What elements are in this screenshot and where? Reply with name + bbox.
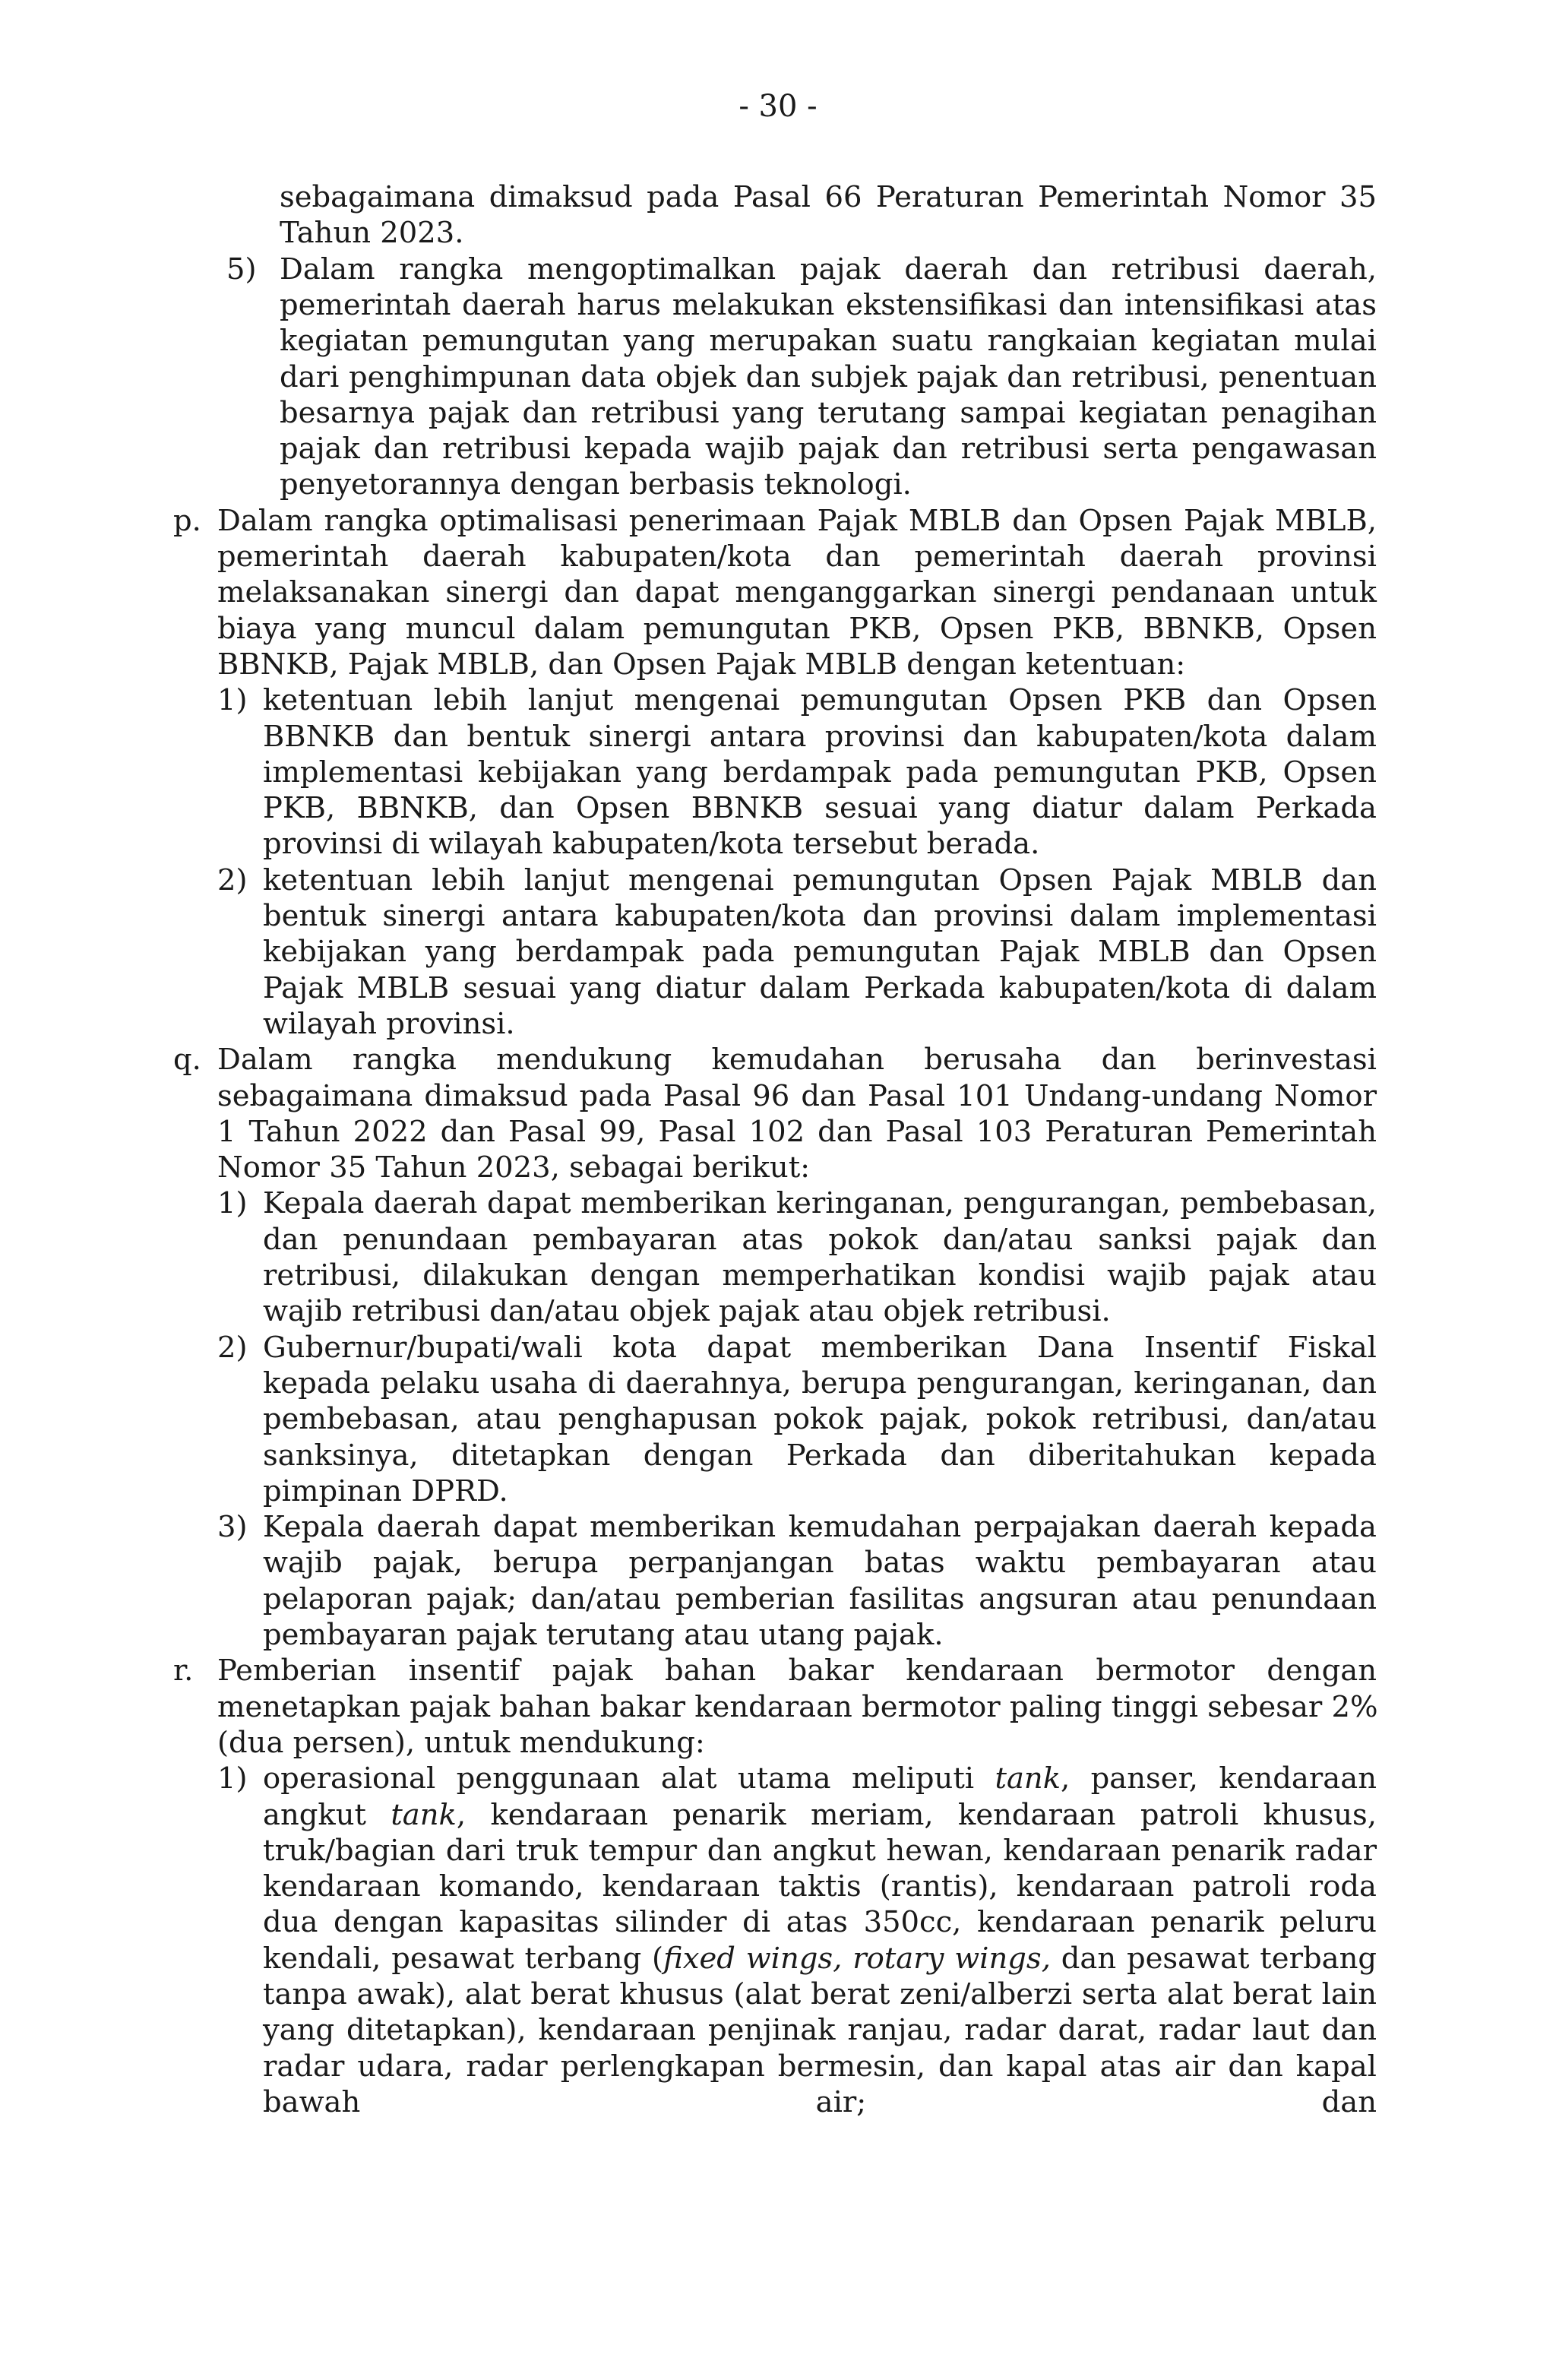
text-line: angkut tank, kendaraan penarik meriam, kendaraan patroli khusus, bbox=[263, 1797, 1377, 1832]
text-line: sanksinya, ditetapkan dengan Perkada dan diberitahukan kepada bbox=[263, 1438, 1377, 1473]
list-marker: 2) bbox=[217, 1330, 248, 1365]
text-line: Pajak MBLB sesuai yang diatur dalam Perkada kabupaten/kota di dalam bbox=[263, 970, 1377, 1005]
text-line: implementasi kebijakan yang berdampak pada pemungutan PKB, Opsen bbox=[263, 755, 1377, 790]
text-line: bentuk sinergi antara kabupaten/kota dan provinsi dalam implementasi bbox=[263, 899, 1377, 933]
text-line: ketentuan lebih lanjut mengenai pemungutan Opsen PKB dan Opsen bbox=[263, 683, 1377, 718]
text-line: kendali, pesawat terbang (fixed wings, rotary wings, dan pesawat terbang bbox=[263, 1941, 1377, 1976]
text-line: kegiatan pemungutan yang merupakan suatu rangkaian kegiatan mulai bbox=[280, 324, 1377, 359]
text-line: pemerintah daerah kabupaten/kota dan pemerintah daerah provinsi bbox=[217, 540, 1377, 574]
list-marker: 2) bbox=[217, 862, 248, 897]
text-line: 1 Tahun 2022 dan Pasal 99, Pasal 102 dan Pasal 103 Peraturan Pemerintah bbox=[217, 1114, 1377, 1149]
text-line: tanpa awak), alat berat khusus (alat berat zeni/alberzi serta alat berat lain bbox=[263, 1977, 1377, 2011]
text-line: ketentuan lebih lanjut mengenai pemungutan Opsen Pajak MBLB dan bbox=[263, 862, 1377, 897]
text-line: besarnya pajak dan retribusi yang terutang sampai kegiatan penagihan bbox=[280, 395, 1377, 430]
text-line: BBNKB dan bentuk sinergi antara provinsi dan kabupaten/kota dalam bbox=[263, 719, 1377, 754]
list-marker: 5) bbox=[226, 252, 257, 286]
text-line: Tahun 2023. bbox=[280, 216, 464, 251]
text-line: biaya yang muncul dalam pemungutan PKB, Opsen PKB, BBNKB, Opsen bbox=[217, 611, 1377, 646]
list-marker: 1) bbox=[217, 683, 248, 718]
text-line: Dalam rangka optimalisasi penerimaan Pajak MBLB dan Opsen Pajak MBLB, bbox=[217, 503, 1377, 538]
text-line: Kepala daerah dapat memberikan keringanan, pengurangan, pembebasan, bbox=[263, 1186, 1377, 1221]
text-line: kebijakan yang berdampak pada pemungutan Pajak MBLB dan Opsen bbox=[263, 935, 1377, 970]
list-marker: 1) bbox=[217, 1186, 248, 1221]
text-line: melaksanakan sinergi dan dapat menganggarkan sinergi pendanaan untuk bbox=[217, 575, 1377, 610]
text-line: sebagaimana dimaksud pada Pasal 96 dan Pasal 101 Undang-undang Nomor bbox=[217, 1078, 1377, 1113]
text-line: PKB, BBNKB, dan Opsen BBNKB sesuai yang diatur dalam Perkada bbox=[263, 791, 1377, 826]
text-line: pajak dan retribusi kepada wajib pajak dan retribusi serta pengawasan bbox=[280, 432, 1377, 467]
text-line: pembebasan, atau penghapusan pokok pajak, pokok retribusi, dan/atau bbox=[263, 1402, 1377, 1437]
text-line: pelaporan pajak; dan/atau pemberian fasilitas angsuran atau penundaan bbox=[263, 1581, 1377, 1616]
text-line: yang ditetapkan), kendaraan penjinak ranjau, radar darat, radar laut dan bbox=[263, 2013, 1377, 2048]
text-line: operasional penggunaan alat utama meliputi tank, panser, kendaraan bbox=[263, 1761, 1377, 1796]
text-line: provinsi di wilayah kabupaten/kota tersebut berada. bbox=[263, 827, 1040, 862]
text-line: pimpinan DPRD. bbox=[263, 1473, 508, 1508]
text-line: retribusi, dilakukan dengan memperhatikan kondisi wajib pajak atau bbox=[263, 1258, 1377, 1293]
page-number: - 30 - bbox=[738, 89, 818, 124]
text-line: Dalam rangka mengoptimalkan pajak daerah dan retribusi daerah, bbox=[280, 252, 1377, 286]
text-line: dan penundaan pembayaran atas pokok dan/atau sanksi pajak dan bbox=[263, 1222, 1377, 1257]
text-line: kendaraan komando, kendaraan taktis (rantis), kendaraan patroli roda bbox=[263, 1869, 1377, 1904]
text-line: dua dengan kapasitas silinder di atas 350cc, kendaraan penarik peluru bbox=[263, 1905, 1377, 1940]
text-line: Kepala daerah dapat memberikan kemudahan perpajakan daerah kepada bbox=[263, 1510, 1377, 1545]
text-line: menetapkan pajak bahan bakar kendaraan bermotor paling tinggi sebesar 2% bbox=[217, 1689, 1378, 1724]
text-line: radar udara, radar perlengkapan bermesin, dan kapal atas air dan kapal bbox=[263, 2049, 1377, 2084]
text-line: BBNKB, Pajak MBLB, dan Opsen Pajak MBLB dengan ketentuan: bbox=[217, 647, 1186, 682]
text-line: Dalam rangka mendukung kemudahan berusaha dan berinvestasi bbox=[217, 1043, 1377, 1078]
text-line: pemerintah daerah harus melakukan ekstensifikasi dan intensifikasi atas bbox=[280, 287, 1377, 322]
text-line: wajib pajak, berupa perpanjangan batas waktu pembayaran atau bbox=[263, 1546, 1377, 1581]
text-line: sebagaimana dimaksud pada Pasal 66 Peraturan Pemerintah Nomor 35 bbox=[280, 180, 1377, 214]
text-line: (dua persen), untuk mendukung: bbox=[217, 1725, 705, 1760]
text-line: penyetorannya dengan berbasis teknologi. bbox=[280, 467, 912, 502]
text-line: Pemberian insentif pajak bahan bakar kendaraan bermotor dengan bbox=[217, 1654, 1377, 1688]
list-marker: p. bbox=[173, 503, 201, 538]
text-line: Nomor 35 Tahun 2023, sebagai berikut: bbox=[217, 1150, 811, 1185]
list-marker: 3) bbox=[217, 1510, 248, 1545]
list-marker: r. bbox=[173, 1654, 194, 1688]
text-line: wajib retribusi dan/atau objek pajak atau objek retribusi. bbox=[263, 1294, 1111, 1329]
list-marker: q. bbox=[173, 1043, 201, 1078]
text-line: pembayaran pajak terutang atau utang pajak. bbox=[263, 1618, 944, 1652]
text-line: wilayah provinsi. bbox=[263, 1006, 515, 1041]
text-line: dari penghimpunan data objek dan subjek pajak dan retribusi, penentuan bbox=[280, 359, 1377, 394]
text-line: Gubernur/bupati/wali kota dapat memberikan Dana Insentif Fiskal bbox=[263, 1330, 1377, 1365]
text-line: bawah air; dan bbox=[263, 2084, 1377, 2119]
text-line: truk/bagian dari truk tempur dan angkut hewan, kendaraan penarik radar bbox=[263, 1833, 1377, 1868]
list-marker: 1) bbox=[217, 1761, 248, 1796]
text-line: kepada pelaku usaha di daerahnya, berupa pengurangan, keringanan, dan bbox=[263, 1366, 1377, 1400]
